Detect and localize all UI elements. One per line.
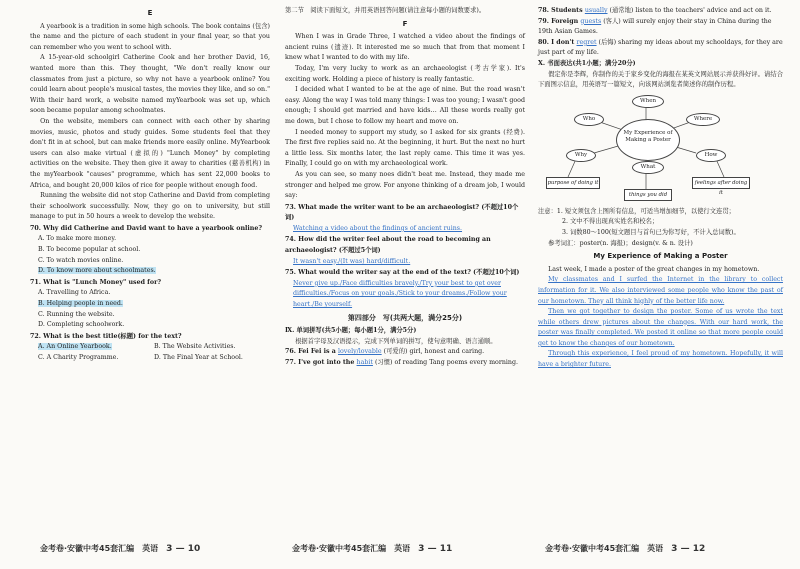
essay-paragraph: My classmates and I surfed the Internet in the library to collect information for it. We also interviewed some people who know the past of our hometown. They all think highly of the better life now. <box>538 276 783 305</box>
paragraph: I needed money to support my study, so I asked for six grants (经费). The first five replies said no. At the beginning, it hurt. But the next no hurt a little less. Six months later, the last reply came. This time it was yes. Finally, I could go on with my archaeological work. <box>285 128 525 168</box>
instruction: 第二节 阅读下面短文，并用英语回答问题(请注意每小题的词数要求)。 <box>285 7 486 14</box>
node-what: What <box>632 161 664 174</box>
paragraph: A 15-year-old schoolgirl Catherine Cook and her brother David, 16, wanted more than this. They thought, "We don't really know our classmates from just a picture, so why not have a yearbook online? You could learn about people's musical tastes, the movies they like, and so on." With their hard work, a website named myYearbook was set up, which soon became popular among schoolmates. <box>30 54 270 115</box>
paragraph: When I was in Grade Three, I watched a video about the findings of ancient ruins (遗迹). It interested me so much that from that moment I knew what I wanted to do with my life. <box>285 33 525 62</box>
essay-paragraph: Then we got together to design the poster. Some of us wrote the text while others drew pictures about the changes. With our hard work, the poster was finally completed. We posted it online so that more people could get to know the changes of our hometown. <box>538 308 783 347</box>
mind-map-diagram <box>546 93 746 203</box>
answer-74: It wasn't easy./(It was) hard/difficult. <box>293 257 411 265</box>
answer-75: Never give up./Face difficulties bravely./Try your best to get over difficulties./Focus on your goals./Stick to your dreams./Follow your heart./Be yourself. <box>293 279 507 309</box>
part4-heading: 第四部分 写(共两大题，满分25分) <box>347 313 463 322</box>
note: 3. 词数80～100(短文题目与首句已为你写好，不计入总词数)。 <box>562 228 740 236</box>
question-76: 76. Fei Fei is a lovely/lovable (可爱的) girl, honest and caring. <box>285 348 485 356</box>
node-when: When <box>632 95 664 108</box>
question-77: 77. I've got into the habit (习惯) of reading Tang poems every morning. <box>285 359 519 366</box>
question-74: 74. How did the writer feel about the road to becoming an archaeologist? (不超过5个词) <box>285 236 491 255</box>
node-where: Where <box>686 113 720 126</box>
option-correct: B. Helping people in need. <box>38 300 123 308</box>
essay-first-sentence: Last week, I made a poster of the great changes in my hometown. <box>548 265 760 273</box>
footer-right: 金考卷·安徽中考45套汇编 英语 3 — 12 <box>545 544 706 554</box>
question-75: 75. What would the writer say at the end of the text? (不超过10个词) <box>285 269 520 277</box>
node-who: Who <box>574 113 604 126</box>
node-why: Why <box>566 149 596 162</box>
column-left <box>30 6 270 364</box>
part4-subheading: Ⅸ. 单词拼写(共5小题；每小题1分，满分5分) <box>285 327 417 335</box>
option: D. Completing schoolwork. <box>38 321 125 329</box>
footer-middle: 金考卷·安徽中考45套汇编 英语 3 — 11 <box>292 544 453 554</box>
option: D. The Final Year at School. <box>154 354 243 361</box>
answer-73: Watching a video about the findings of ancient ruins. <box>293 224 463 232</box>
box-purpose: purpose of doing it <box>546 177 600 189</box>
option: A. To make more money. <box>38 235 117 243</box>
option: A. Travelling to Africa. <box>38 289 111 297</box>
paragraph: Today, I'm very lucky to work as an archaeologist (考古学家). It's exciting work. Holding a piece of history is really fantastic. <box>285 64 525 83</box>
column-middle <box>285 6 525 369</box>
page-number: 3 — 11 <box>418 544 453 554</box>
section-10-text: 假定你是李辉，你制作的关于家乡变化的海报在某英文网站展示并获得好评。请结合下面图示信息，用英语写一篇短文，向该网站浏览者简述你的制作历程。 <box>538 70 783 89</box>
paragraph: I decided what I wanted to be at the age of nine. But the road wasn't easy. Along the way I was told many things: I was too young; I wasn't good enough; I should get married and have kids… All these words really got me down, but I chose to follow my heart and move on. <box>285 86 525 125</box>
node-how: How <box>696 149 726 162</box>
paragraph: As you can see, so many noes didn't beat me. Instead, they made me stronger and helped me grow. For anyone thinking of a dream job, I would say: <box>285 170 525 200</box>
page-number: 3 — 10 <box>166 544 201 554</box>
option: C. Running the website. <box>38 310 115 318</box>
column-right <box>538 6 783 371</box>
question-71: 71. What is "Lunch Money" used for? <box>30 278 162 286</box>
option-correct: D. To know more about schoolmates. <box>38 267 156 275</box>
question-72: 72. What is the best title(标题) for the text? <box>30 332 182 340</box>
option: B. To become popular at school. <box>38 246 141 254</box>
note: 注意：1. 短文须包含上图所有信息，可适当增加细节，以使行文连贯； <box>538 207 735 215</box>
vocab: 参考词汇：poster(n. 海报)；design(v. & n. 设计) <box>548 239 693 247</box>
section-f-heading: F <box>402 19 408 28</box>
page-number: 3 — 12 <box>671 544 706 554</box>
essay-paragraph: Through this experience, I feel proud of my hometown. Hopefully, it will have a brighter future. <box>538 350 783 369</box>
question-80: 80. I don't regret (后悔) sharing my ideas about my schooldays, for they are just part of my life. <box>538 38 783 57</box>
section-10-heading: Ⅹ. 书面表达(共1小题；满分20分) <box>538 59 636 67</box>
paragraph: Running the website did not stop Catherine and David from completing their schoolwork successfully. Now, they go on to university, but still manage to put in 50 hours a week to develop the website. <box>30 192 270 221</box>
center-topic: My Experience of Making a Poster <box>616 119 680 161</box>
option: C. To watch movies online. <box>38 256 124 264</box>
paragraph: A yearbook is a tradition in some high schools. The book contains (包含) the name and the picture of each student in your final year, so that you can remember who you went to school with. <box>30 22 270 51</box>
paragraph: On the website, members can connect with each other by sharing movies, music, photos and study guides. Some students feel that they don't fit in at school, but can make friends more easily online. MyYearbook users can also make virtual (虚拟的) "Lunch Money" by completing activities on the website. They then give it away to charities (慈善机构) in the myYearbook "causes" programme, which has sent 22,000 books to Africa, and bought 20,000 kilos of rice for people without enough food. <box>30 117 270 189</box>
section-e-heading: E <box>147 9 153 17</box>
question-73: 73. What made the writer want to be an archaeologist? (不超过10个词) <box>285 203 519 222</box>
box-things: things you did <box>624 189 672 201</box>
question-78: 78. Students usually (通常地) listen to the teachers' advice and act on it. <box>538 7 772 14</box>
option: B. The Website Activities. <box>154 343 236 351</box>
box-feelings: feelings after doing it <box>692 177 750 189</box>
note: 2. 文中不得出现真实姓名和校名； <box>562 218 659 226</box>
part4-instruction: 根据首字母及汉语提示，完成下列单词的拼写，使句意明确、语言通顺。 <box>295 337 497 345</box>
question-79: 79. Foreign guests (客人) will surely enjoy their stay in China during the 19th Asian Games. <box>538 17 772 36</box>
footer-left: 金考卷·安徽中考45套汇编 英语 3 — 10 <box>40 544 201 554</box>
essay-title: My Experience of Making a Poster <box>593 252 728 261</box>
option-correct: A. An Online Yearbook. <box>38 343 112 351</box>
question-70: 70. Why did Catherine and David want to have a yearbook online? <box>30 224 263 232</box>
option: C. A Charity Programme. <box>38 354 119 361</box>
